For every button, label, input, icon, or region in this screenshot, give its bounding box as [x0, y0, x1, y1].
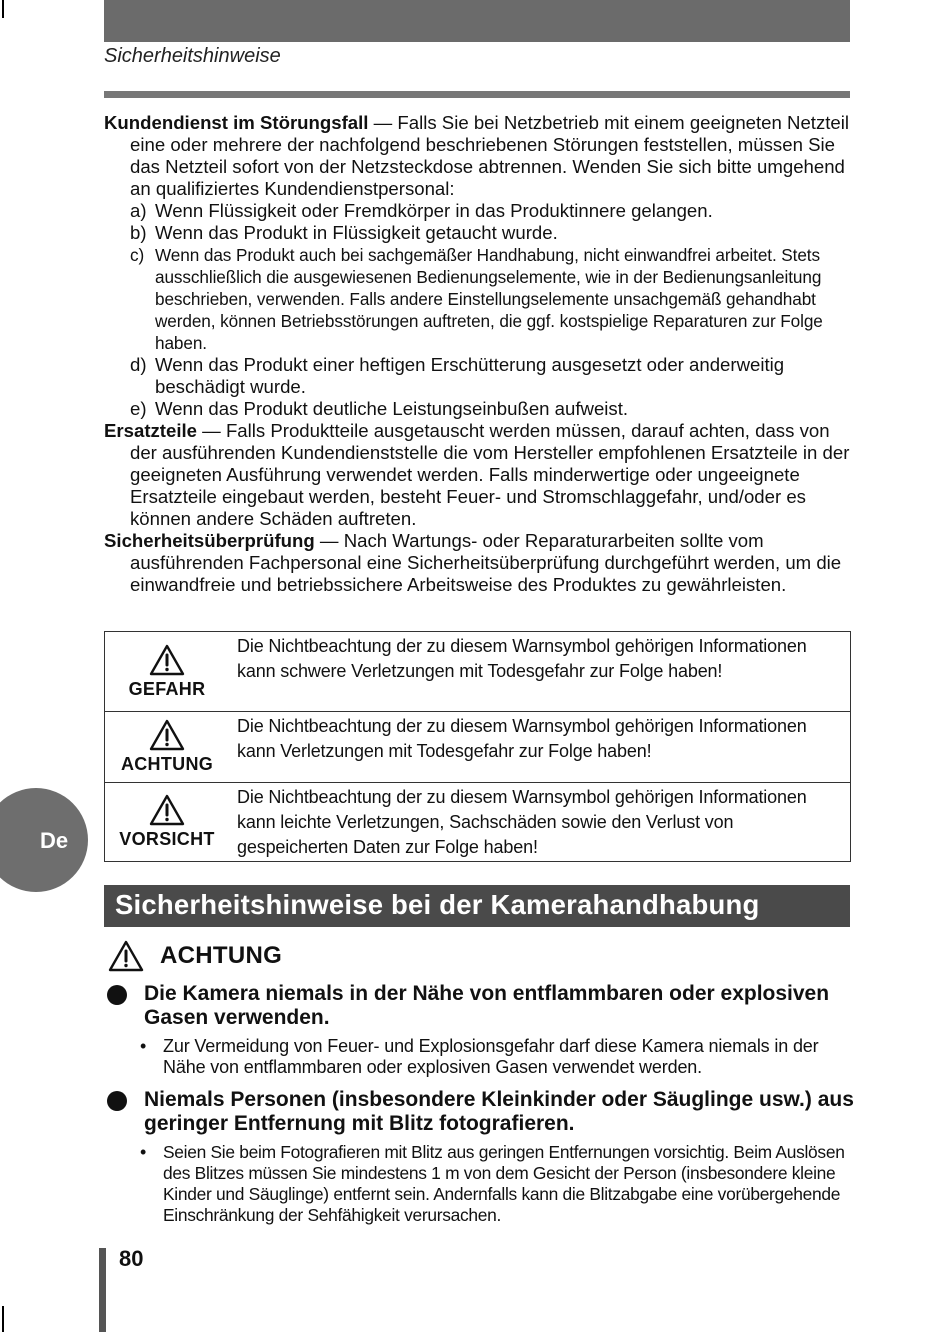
caution-point-detail [104, 1036, 854, 1078]
page-number-bar [99, 1248, 106, 1332]
warning-symbol-table [104, 631, 851, 862]
warning-text: Die Nichtbeachtung der zu diesem Warnsymbol gehörigen Informationen kann leichte Verletzungen, Sachschäden sowie den Verlust von gespeicherten Daten zur Folge haben! [237, 787, 807, 857]
caution-point [104, 1088, 854, 1136]
header-rule [104, 91, 850, 98]
list-marker: c) [130, 245, 145, 265]
warning-label: VORSICHT [119, 829, 215, 849]
term-kundendienst: Kundendienst im Störungsfall [104, 112, 369, 133]
list-item [130, 398, 854, 420]
list-text: Wenn das Produkt in Flüssigkeit getaucht wurde. [155, 222, 558, 243]
warning-triangle-icon [108, 940, 144, 972]
caution-point [104, 982, 854, 1030]
warning-row-achtung [105, 711, 850, 782]
crop-mark-bottom [2, 1306, 4, 1332]
term-sicherheit: Sicherheitsüberprüfung [104, 530, 315, 551]
warning-text: Die Nichtbeachtung der zu diesem Warnsymbol gehörigen Informationen kann Verletzungen mit Todesgefahr zur Folge haben! [237, 716, 807, 761]
warning-triangle-icon [149, 794, 185, 826]
paragraph-ersatzteile [104, 420, 854, 530]
page-number: 80 [119, 1246, 144, 1271]
list-text: Wenn das Produkt deutliche Leistungseinbußen aufweist. [155, 398, 629, 419]
list-text: Wenn das Produkt einer heftigen Erschütterung ausgesetzt oder anderweitig beschädigt wurde. [155, 354, 785, 397]
bullet-marker: • [140, 1142, 147, 1162]
text-sicherheit: — Nach Wartungs- oder Reparaturarbeiten sollte vom ausführenden Fachpersonal eine Sicherheitsüberprüfung durchgeführt werden, um die einwandfreie und betriebssichere Arbeitsweise des Produktes zu gewährleisten. [130, 530, 842, 595]
running-title: Sicherheitshinweise [104, 45, 281, 67]
warning-row-gefahr [105, 632, 850, 711]
warning-triangle-icon [149, 719, 185, 751]
section-title: Sicherheitshinweise bei der Kamerahandhabung [115, 889, 760, 920]
list-item [130, 354, 854, 398]
caution-label: ACHTUNG [160, 942, 283, 969]
list-item [130, 200, 854, 222]
list-marker: b) [130, 222, 147, 243]
crop-mark-top [2, 0, 4, 18]
text-ersatzteile: — Falls Produktteile ausgetauscht werden müssen, darauf achten, dass von der ausführenden Kundendienststelle die vom Hersteller empfohlenen Ersatzteile in der geeigneten Ausführung verwendet werden. Falls minderwertige oder ungeeignete Ersatzteile eingebaut werden, besteht Feuer- und Stromschlaggefahr, und/oder es können andere Schäden auftreten. [130, 420, 850, 529]
maintenance-section [104, 112, 854, 596]
caution-heading [108, 940, 282, 972]
list-text: Wenn das Produkt auch bei sachgemäßer Handhabung, nicht einwandfrei arbeitet. Stets ausschließlich die ausgewiesenen Bedienungselemente, wie in der Bedienungsanleitung beschrieben, verwenden. Falls andere Einstellungselemente unsachgemäß gehandhabt werden, können Betriebsstörungen auftreten, die ggf. kostspielige Reparaturen zur Folge haben. [155, 245, 823, 353]
term-ersatzteile: Ersatzteile [104, 420, 198, 441]
detail-text: Seien Sie beim Fotografieren mit Blitz aus geringen Entfernungen vorsichtig. Beim Auslösen des Blitzes müssen Sie mindestens 1 m von dem Gesicht der Person (insbesondere kleine Kinder und Säuglinge) entfernt sein. Andernfalls kann die Blitzabgabe eine vorübergehende Einschränkung der Sehfähigkeit verursachen. [163, 1142, 845, 1225]
bullet-dot-icon [107, 1091, 127, 1111]
caution-point-detail [104, 1142, 854, 1226]
list-marker: e) [130, 398, 147, 419]
warning-row-vorsicht [105, 782, 850, 861]
bullet-dot-icon [107, 985, 127, 1005]
warning-symbol-cell [105, 632, 229, 711]
list-text: Wenn Flüssigkeit oder Fremdkörper in das Produktinnere gelangen. [155, 200, 713, 221]
warning-symbol-cell [105, 712, 229, 782]
header-bar [104, 0, 850, 42]
text-kundendienst: — Falls Sie bei Netzbetrieb mit einem geeigneten Netzteil eine oder mehrere der nachfolgend beschriebenen Störungen feststellen, müssen Sie das Netzteil sofort von der Netzsteckdose abtrennen. Wenden Sie sich bitte umgehend an qualifiziertes Kundendienstpersonal: [130, 112, 850, 199]
paragraph-sicherheit [104, 530, 854, 596]
detail-text: Zur Vermeidung von Feuer- und Explosionsgefahr darf diese Kamera niemals in der Nähe von entflammbaren oder explosiven Gasen verwendet werden. [163, 1036, 819, 1077]
kundendienst-list [104, 200, 854, 420]
section-heading-bar [104, 885, 850, 927]
language-tab-label: De [40, 828, 69, 853]
list-item [130, 244, 854, 354]
paragraph-kundendienst [104, 112, 854, 200]
warning-text: Die Nichtbeachtung der zu diesem Warnsymbol gehörigen Informationen kann schwere Verletzungen mit Todesgefahr zur Folge haben! [237, 636, 807, 681]
bullet-marker: • [140, 1036, 147, 1056]
warning-label: ACHTUNG [120, 754, 214, 774]
caution-points [104, 982, 854, 1236]
list-item [130, 222, 854, 244]
caution-point-heading: Niemals Personen (insbesondere Kleinkinder oder Säuglinge usw.) aus geringer Entfernung mit Blitz fotografieren. [144, 1088, 854, 1135]
warning-label: GEFAHR [128, 678, 206, 699]
warning-symbol-cell [105, 783, 229, 861]
warning-triangle-icon [149, 644, 185, 676]
language-tab [0, 788, 88, 892]
caution-point-heading: Die Kamera niemals in der Nähe von entflammbaren oder explosiven Gasen verwenden. [144, 982, 830, 1029]
list-marker: a) [130, 200, 147, 221]
list-marker: d) [130, 354, 147, 375]
